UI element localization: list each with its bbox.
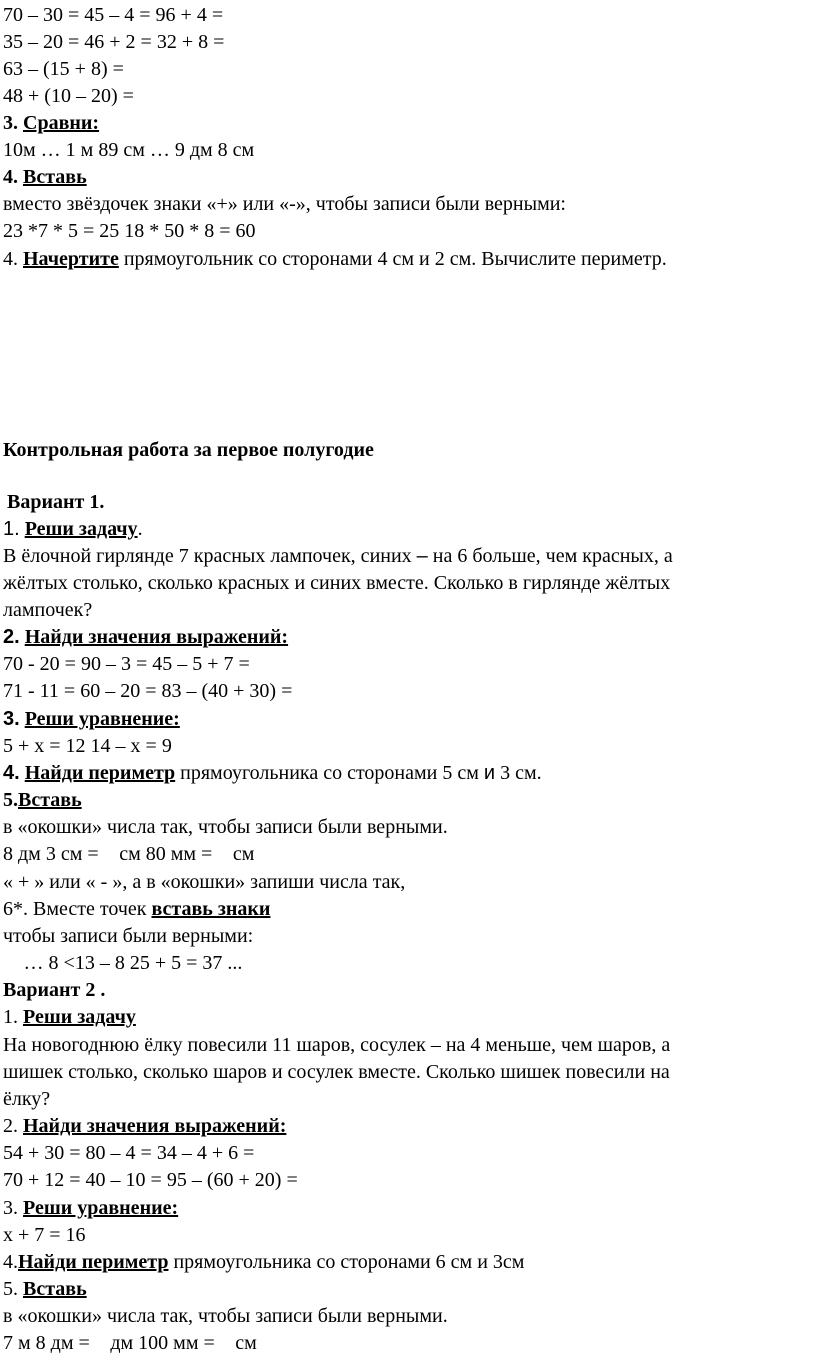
task-text-part: прямоугольника со сторонами 6 см и 3см <box>173 1251 525 1273</box>
task-line <box>3 761 542 785</box>
task-label: Вставь <box>23 166 87 188</box>
task-heading <box>3 707 180 731</box>
task-number: 1. <box>3 518 20 540</box>
task-line <box>3 1250 524 1274</box>
task-line <box>3 897 270 921</box>
expression-line: 70 + 12 = 40 – 10 = 95 – (60 + 20) = <box>3 1169 298 1191</box>
expression-line: 63 – (15 + 8) = <box>3 58 124 80</box>
task-text-part: 3 см. <box>500 762 542 784</box>
expression-line: 48 + (10 – 20) = <box>3 85 134 107</box>
task-label: Реши задачу <box>23 1006 136 1028</box>
task-text: в «окошки» числа так, чтобы записи были верными. <box>3 816 448 838</box>
task-text: лампочек? <box>3 599 93 621</box>
task-text-part: и <box>483 762 496 784</box>
expression-line: 7 м 8 дм = дм 100 мм = см <box>3 1332 226 1354</box>
task-heading <box>3 625 288 649</box>
task-number: 3. <box>3 708 20 730</box>
task-heading <box>3 1114 286 1138</box>
task-label: Найди периметр <box>24 762 176 784</box>
task-text: « + » или « - », а в «окошки» запиши числа так, <box>3 871 406 893</box>
task-number: 5. <box>3 1278 18 1300</box>
equation-line: x + 7 = 16 <box>3 1224 86 1246</box>
task-label: Начертите <box>23 248 119 270</box>
equation-line: 5 + x = 12 14 – x = 9 <box>3 735 172 757</box>
task-text: жёлтых столько, сколько красных и синих вместе. Сколько в гирлянде жёлтых <box>3 572 671 594</box>
task-number: 4. <box>3 248 18 270</box>
variant-heading: Вариант 1. <box>7 491 105 513</box>
task-text: прямоугольник со сторонами 4 см и 2 см. Вычислите периметр. <box>123 248 667 270</box>
page-title: Контрольная работа за первое полугодие <box>3 439 374 461</box>
task-label: Найди значения выражений: <box>23 1115 287 1137</box>
expression-line: 8 дм 3 см = см 80 мм = см <box>3 843 224 865</box>
task-number: 4. <box>3 166 18 188</box>
task-text: ёлку? <box>3 1088 51 1110</box>
task-label: Сравни: <box>23 112 100 134</box>
task-number: 4. <box>3 762 20 784</box>
compare-line: 10м … 1 м 89 см … 9 дм 8 см <box>3 139 255 161</box>
expression-line: 35 – 20 = 46 + 2 = 32 + 8 = <box>3 31 225 53</box>
task-label: Найди периметр <box>18 1251 169 1273</box>
task-text-part: прямоугольника со сторонами 5 см <box>180 762 479 784</box>
variant-heading: Вариант 2 . <box>3 979 106 1001</box>
task-text-part: В ёлочной гирлянде 7 красных лампочек, синих <box>3 545 412 567</box>
task-line <box>3 247 667 271</box>
task-heading <box>3 111 99 135</box>
task-label: Реши уравнение: <box>23 1197 179 1219</box>
task-text <box>3 544 673 568</box>
task-number: 3. <box>3 112 18 134</box>
expression-line: … 8 <13 – 8 25 + 5 = 37 ... <box>3 952 222 974</box>
task-label: Реши уравнение: <box>24 708 180 730</box>
task-number: 1. <box>3 1006 18 1028</box>
task-label: Вставь <box>18 789 82 811</box>
task-text: шишек столько, сколько шаров и сосулек вместе. Сколько шишек повесили на <box>3 1061 670 1083</box>
task-heading <box>3 1005 136 1029</box>
task-label: Найди значения выражений: <box>24 626 289 648</box>
expression-line: 54 + 30 = 80 – 4 = 34 – 4 + 6 = <box>3 1142 255 1164</box>
task-text-part: на 6 больше, чем красных, а <box>432 545 673 567</box>
task-text: вместо звёздочек знаки «+» или «-», чтобы записи были верными: <box>3 193 566 215</box>
task-text: На новогоднюю ёлку повесили 11 шаров, сосулек – на 4 меньше, чем шаров, а <box>3 1034 671 1056</box>
task-label: Реши задачу <box>24 518 138 540</box>
task-label: Вставь <box>23 1278 87 1300</box>
dash-glyph: – <box>416 545 428 567</box>
expression-line: 71 - 11 = 60 – 20 = 83 – (40 + 30) = <box>3 680 293 702</box>
expression-line: 70 – 30 = 45 – 4 = 96 + 4 = <box>3 4 224 26</box>
task-number: 2. <box>3 1115 18 1137</box>
task-heading <box>3 517 143 541</box>
expression-line: 23 *7 * 5 = 25 18 * 50 * 8 = 60 <box>3 220 256 242</box>
task-text: в «окошки» числа так, чтобы записи были верными. <box>3 1305 448 1327</box>
task-heading <box>3 1196 178 1220</box>
task-text-part: 6*. Вместе точек <box>3 898 147 920</box>
task-number: 4. <box>3 1251 18 1273</box>
expression-line: 70 - 20 = 90 – 3 = 45 – 5 + 7 = <box>3 653 250 675</box>
task-dot: . <box>137 518 143 540</box>
task-heading <box>3 165 87 189</box>
task-text: чтобы записи были верными: <box>3 925 254 947</box>
task-number: 3. <box>3 1197 18 1219</box>
task-number: 2. <box>3 626 20 648</box>
task-heading <box>3 1277 87 1301</box>
task-number: 5. <box>3 789 18 811</box>
task-label: вставь знаки <box>151 898 271 920</box>
task-heading <box>3 788 82 812</box>
